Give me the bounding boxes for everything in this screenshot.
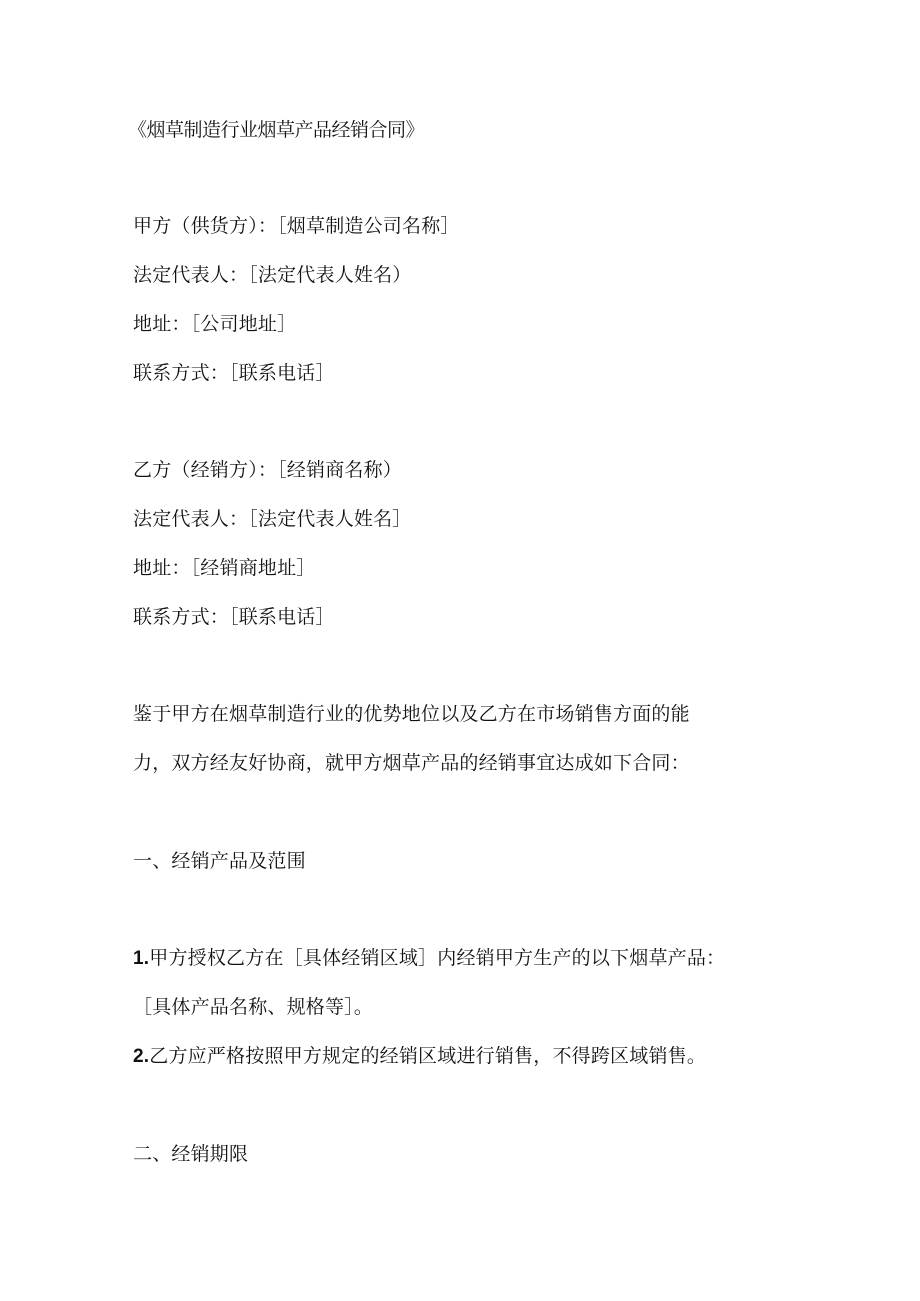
party-b-legal-rep: 法定代表人：［法定代表人姓名］ [133, 508, 412, 530]
document-title: 《烟草制造行业烟草产品经销合同》 [128, 119, 425, 141]
party-a-address: 地址：［公司地址］ [133, 313, 297, 335]
item-number: 1. [133, 948, 150, 969]
section-1-item-1 [133, 945, 725, 972]
party-b-contact: 联系方式：［联系电话］ [133, 606, 335, 628]
section-1-item-2 [133, 1043, 706, 1070]
party-b-heading: 乙方（经销方）：［经销商名称） [133, 459, 403, 481]
party-a-contact: 联系方式：［联系电话］ [133, 362, 335, 384]
party-a-legal-rep: 法定代表人：［法定代表人姓名） [133, 264, 412, 286]
item-text: 甲方授权乙方在［具体经销区域］内经销甲方生产的以下烟草产品： [149, 947, 726, 969]
section-2-heading: 二、经销期限 [133, 1143, 249, 1165]
preamble-line-1: 鉴于甲方在烟草制造行业的优势地位以及乙方在市场销售方面的能 [133, 703, 690, 725]
section-1-heading: 一、经销产品及范围 [133, 850, 306, 872]
preamble-line-2: 力，双方经友好协商，就甲方烟草产品的经销事宜达成如下合同： [133, 752, 690, 774]
party-b-address: 地址：［经销商地址］ [133, 557, 316, 579]
party-a-heading: 甲方（供货方）：［烟草制造公司名称］ [133, 215, 460, 237]
item-text: 乙方应严格按照甲方规定的经销区域进行销售，不得跨区域销售。 [149, 1045, 707, 1067]
section-1-item-1-continuation: ［具体产品名称、规格等］。 [133, 996, 374, 1018]
item-number: 2. [133, 1046, 150, 1067]
